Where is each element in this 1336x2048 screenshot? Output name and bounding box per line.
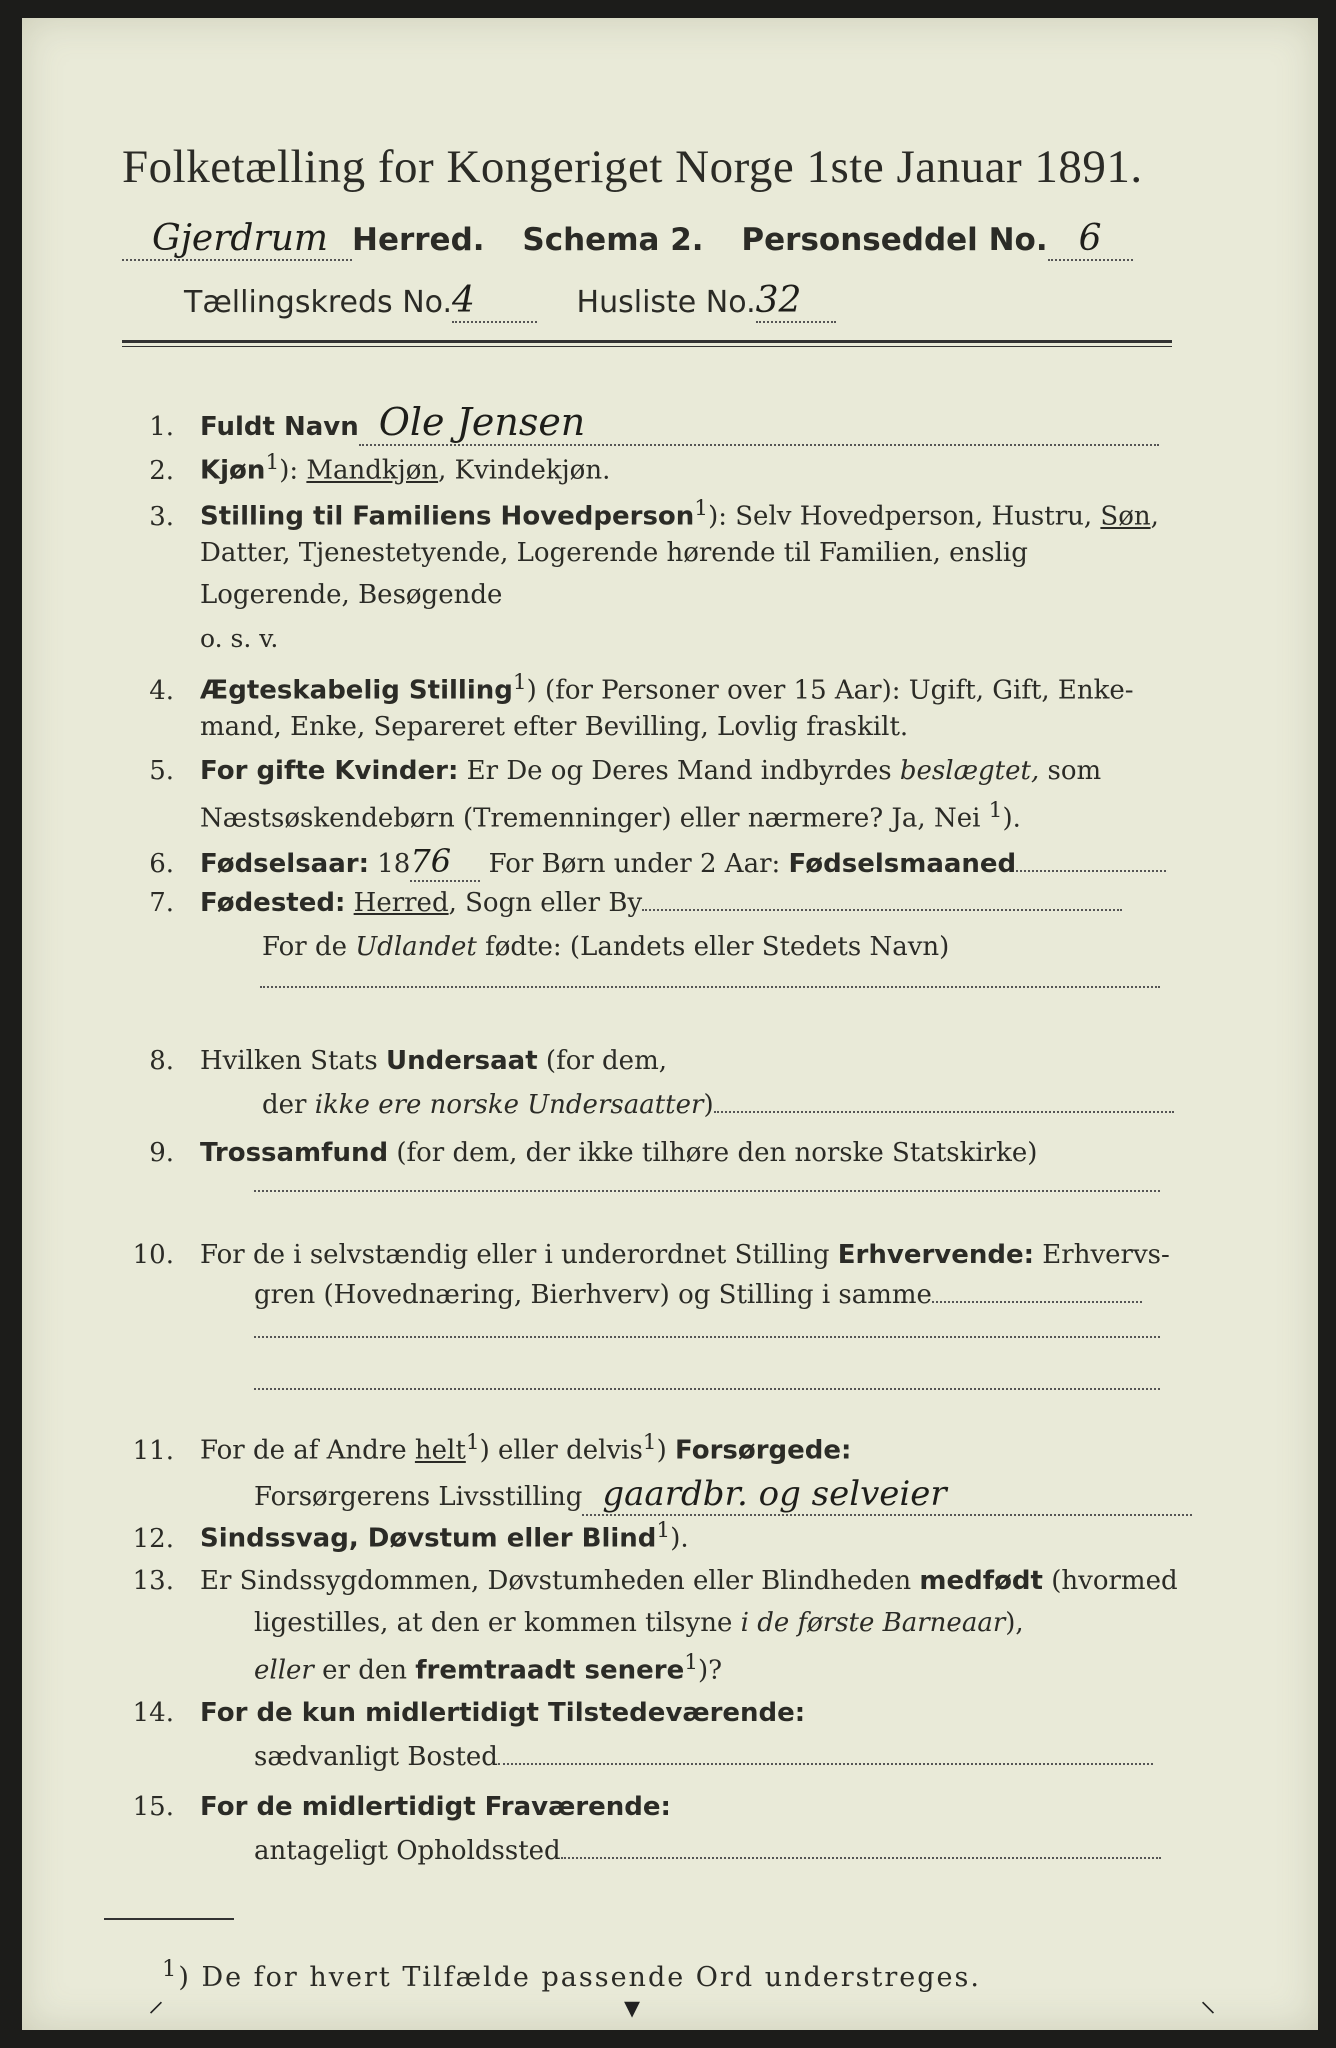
item-13-text-2a: ligestilles, at den er kommen tilsyne <box>254 1608 741 1638</box>
item-13-bold-senere: fremtraadt senere <box>415 1655 685 1686</box>
item-11-footnote-mark-2: 1 <box>642 1430 657 1455</box>
footnote-text: ) De for hvert Tilfælde passende Ord understreges. <box>178 1962 981 1993</box>
item-10-line-1 <box>122 1240 1170 1270</box>
item-11-text-2: Forsørgerens Livsstilling <box>254 1482 583 1512</box>
item-13-line-1 <box>122 1566 1178 1596</box>
item-11-text-1c: ) <box>656 1435 675 1466</box>
foreign-birthplace-field <box>260 986 1160 988</box>
usual-residence-field <box>498 1763 1153 1765</box>
option-mandkjon-underlined: Mandkjøn <box>306 455 439 486</box>
item-9 <box>122 1138 1037 1168</box>
religion-field <box>254 1190 1160 1192</box>
item-3-footnote-mark: 1 <box>694 496 709 521</box>
census-form-sheet <box>22 18 1318 2030</box>
item-5-text-2: Næstsøskendebørn (Tremenninger) eller nærmere? Ja, Nei <box>200 803 989 834</box>
schema-label: Schema 2. <box>522 222 704 258</box>
kreds-value: 4 <box>452 280 537 323</box>
item-12-label: Sindssvag, Døvstum eller Blind <box>200 1523 657 1554</box>
item-10-bold: Erhvervende: <box>837 1240 1035 1270</box>
footnote-divider <box>104 1918 234 1920</box>
item-11-number: 11. <box>132 1435 174 1466</box>
item-8-number: 8. <box>149 1046 174 1076</box>
occupation-field-2 <box>254 1336 1160 1338</box>
item-4-text-1: ) (for Personer over 15 Aar): Ugift, Gift, Enke- <box>526 675 1134 706</box>
item-8-text-2a: der <box>262 1090 315 1120</box>
item-8-italic: ikke ere norske Undersaatter <box>314 1090 704 1120</box>
provider-occupation-value: gaardbr. og selveier <box>582 1474 1192 1516</box>
item-4-line-2: mand, Enke, Separeret efter Bevilling, Lovlig fraskilt. <box>200 712 909 742</box>
item-13-italic: i de første Barneaar <box>740 1608 1006 1638</box>
item-5-footnote-mark: 1 <box>988 798 1003 823</box>
item-11-line-1 <box>122 1430 851 1466</box>
item-1 <box>122 400 1159 446</box>
item-2-footnote-mark: 1 <box>265 450 280 475</box>
registration-mark-left: ⸝ <box>148 1981 165 2019</box>
item-11-text-1a: For de af Andre <box>200 1435 415 1466</box>
birth-year-value: 76 <box>410 842 480 882</box>
item-4-number: 4. <box>149 675 174 706</box>
item-8-line-1 <box>122 1046 667 1076</box>
item-1-number: 1. <box>149 412 174 442</box>
item-5-line-2 <box>200 798 1021 834</box>
item-10-line-2 <box>254 1280 1142 1310</box>
registration-mark-center: ▾ <box>624 1988 641 2026</box>
header-row-kreds <box>184 280 836 323</box>
item-13-bold: medfødt <box>919 1566 1043 1596</box>
footnote <box>162 1956 981 1993</box>
item-2 <box>122 450 610 486</box>
item-7-line-1 <box>122 888 1122 918</box>
item-9-text: (for dem, der ikke tilhøre den norske Statskirke) <box>388 1138 1038 1168</box>
occupation-field-3 <box>254 1388 1160 1390</box>
item-13-text-1c: (hvormed <box>1042 1566 1178 1596</box>
item-14-text-2: sædvanligt Bosted <box>254 1742 498 1772</box>
item-6-label: Fødselsaar: <box>200 849 369 879</box>
occupation-field-1 <box>932 1301 1142 1303</box>
item-8-line-2 <box>262 1090 1174 1120</box>
nationality-field <box>714 1111 1174 1113</box>
item-15-text-2: antageligt Opholdssted <box>254 1836 561 1866</box>
item-12-number: 12. <box>132 1523 174 1554</box>
item-13-text-3a: er den <box>313 1655 416 1686</box>
option-herred-underlined: Herred <box>353 888 449 918</box>
item-15-line-1 <box>122 1792 671 1822</box>
presumed-residence-field <box>561 1857 1161 1859</box>
item-15-line-2 <box>254 1836 1161 1866</box>
item-13-text-3-end: )? <box>698 1655 723 1686</box>
header-divider <box>122 340 1172 343</box>
item-5-italic: beslægtet, <box>899 756 1040 786</box>
item-6-month-label: Fødselsmaaned <box>788 849 1017 879</box>
item-8-text-1a: Hvilken Stats <box>200 1046 386 1076</box>
item-3-line-4: o. s. v. <box>200 624 279 653</box>
item-6-text: For Børn under 2 Aar: <box>480 849 789 879</box>
item-9-label: Trossamfund <box>200 1138 389 1168</box>
item-3-line-3: Logerende, Besøgende <box>200 580 503 610</box>
item-12-end: ). <box>670 1523 689 1554</box>
item-5-text-2-end: ). <box>1002 803 1021 834</box>
item-7-italic: Udlandet <box>355 932 477 962</box>
item-3-label: Stilling til Familiens Hovedperson <box>200 501 695 532</box>
item-7-line-2 <box>262 932 949 962</box>
item-5-line-1 <box>122 756 1101 786</box>
item-13-number: 13. <box>132 1566 174 1596</box>
item-3-text-1: ): Selv Hovedperson, Hustru, <box>708 501 1101 532</box>
header-divider-thin <box>122 346 1172 347</box>
item-12-footnote-mark: 1 <box>656 1518 671 1543</box>
item-5-text-1-end: som <box>1039 756 1102 786</box>
full-name-value: Ole Jensen <box>359 400 1159 446</box>
item-8-bold: Undersaat <box>385 1046 538 1076</box>
item-15-number: 15. <box>132 1792 174 1822</box>
item-3-text-1-end: , <box>1150 501 1159 532</box>
item-13-italic-eller: eller <box>254 1655 314 1686</box>
option-son-underlined: Søn <box>1100 501 1151 532</box>
item-3-line-2: Datter, Tjenestetyende, Logerende hørende til Familien, enslig <box>200 538 1028 568</box>
registration-mark-right: ⸜ <box>1200 1981 1217 2019</box>
husliste-label: Husliste No. <box>576 285 756 320</box>
birthplace-field <box>642 909 1122 911</box>
item-15-label: For de midlertidigt Fraværende: <box>200 1792 671 1822</box>
item-10-text-1a: For de i selvstændig eller i underordnet Stilling <box>200 1240 838 1270</box>
item-13-text-2b: ), <box>1005 1608 1024 1638</box>
item-2-number: 2. <box>149 455 174 486</box>
item-2-rest: ): <box>279 455 307 486</box>
item-13-footnote-mark: 1 <box>684 1650 699 1675</box>
item-11-line-2 <box>254 1474 1192 1516</box>
item-5-label: For gifte Kvinder: <box>200 756 459 786</box>
item-3-line-1 <box>122 496 1159 532</box>
item-2-label: Kjøn <box>200 455 266 486</box>
item-7-label: Fødested: <box>200 888 346 918</box>
item-6-number: 6. <box>149 849 174 879</box>
personseddel-label: Personseddel No. <box>741 222 1048 258</box>
header-row-herred <box>122 218 1133 261</box>
item-13-text-1a: Er Sindssygdommen, Døvstumheden eller Blindheden <box>200 1566 920 1596</box>
item-4-footnote-mark: 1 <box>512 670 527 695</box>
item-9-number: 9. <box>149 1138 174 1168</box>
item-7-text-2b: fødte: (Landets eller Stedets Navn) <box>476 932 950 962</box>
husliste-value: 32 <box>756 280 836 323</box>
option-helt-underlined: helt <box>414 1435 466 1466</box>
personseddel-value: 6 <box>1048 218 1133 261</box>
birth-year-prefix: 18 <box>369 849 411 879</box>
item-4-line-1 <box>122 670 1134 706</box>
item-7-text-2a: For de <box>262 932 356 962</box>
herred-value: Gjerdrum <box>122 218 352 261</box>
item-10-text-1c: Erhvervs- <box>1034 1240 1170 1270</box>
item-11-text-1b: ) eller delvis <box>479 1435 643 1466</box>
item-10-text-2: gren (Hovednæring, Bierhverv) og Stilling i samme <box>254 1280 932 1310</box>
item-6 <box>122 842 1166 882</box>
month-field <box>1016 870 1166 872</box>
item-14-line-1 <box>122 1698 805 1728</box>
option-kvindekjon: , Kvindekjøn. <box>438 455 611 486</box>
item-10-number: 10. <box>132 1240 174 1270</box>
item-7-number: 7. <box>149 888 174 918</box>
item-7-text-1: , Sogn eller By <box>448 888 643 918</box>
item-13-line-3 <box>254 1650 722 1686</box>
item-11-bold: Forsørgede: <box>675 1435 852 1466</box>
kreds-label: Tællingskreds No. <box>184 285 452 320</box>
item-14-label: For de kun midlertidigt Tilstedeværende: <box>200 1698 806 1728</box>
item-5-number: 5. <box>149 756 174 786</box>
item-1-label: Fuldt Navn <box>200 412 359 442</box>
item-4-label: Ægteskabelig Stilling <box>200 675 513 706</box>
item-13-line-2 <box>254 1608 1024 1638</box>
footnote-mark: 1 <box>162 1956 179 1982</box>
item-8-text-1c: (for dem, <box>537 1046 667 1076</box>
herred-label: Herred. <box>352 222 485 258</box>
item-12 <box>122 1518 689 1554</box>
item-11-footnote-mark-1: 1 <box>465 1430 480 1455</box>
item-14-line-2 <box>254 1742 1153 1772</box>
item-14-number: 14. <box>132 1698 174 1728</box>
item-5-text-1: Er De og Deres Mand indbyrdes <box>458 756 900 786</box>
item-3-number: 3. <box>149 501 174 532</box>
form-title: Folketælling for Kongeriget Norge 1ste Januar 1891. <box>122 141 1143 193</box>
item-8-text-2b: ) <box>703 1090 714 1120</box>
